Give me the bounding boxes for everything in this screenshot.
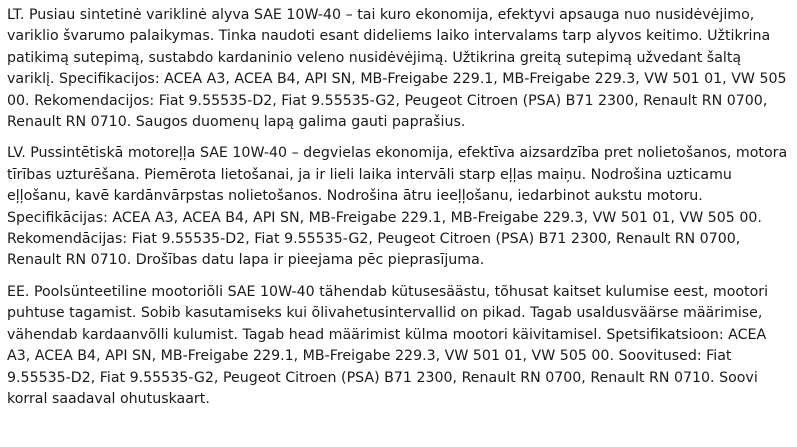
paragraph-lv: LV. Pussintētiskā motoreļļa SAE 10W-40 – degvielas ekonomija, efektīva aizsardzība pret nolietošanos, motora tīrības uzturēšana. Piemērota lietošanai, ja ir lieli laika intervāli starp eļļas maiņu. Nodrošina uzticamu eļļošanu, kavē kardānvārpstas nolietošanos. Nodrošina ātru ieeļļošanu, iedarbinot aukstu motoru. Specifikācijas: ACEA A3, ACEA B4, API SN, MB-Freigabe 229.1, MB-Freigabe 229.3, VW 501 01, VW 505 00. Rekomendācijas: Fiat 9.55535-D2, Fiat 9.55535-G2, Peugeot Citroen (PSA) B71 2300, Renault RN 0700, Renault RN 0710. Drošības datu lapa ir pieejama pēc pieprasījuma. — [7, 145, 788, 269]
paragraph-ee: EE. Poolsünteetiline mootoriõli SAE 10W-40 tähendab kütusesäästu, tõhusat kaitset kulumise eest, mootori puhtuse tagamist. Sobib kasutamiseks kui õlivahetusintervallid on pikad. Tagab usaldusväärse määrimise, vähendab kardaanvõlli kulumist. Tagab head määrimist külma mootori käivitamisel. Spetsifikatsioon: ACEA A3, ACEA B4, API SN, MB-Freigabe 229.1, MB-Freigabe 229.3, VW 501 01, VW 505 00. Soovitused: Fiat 9.55535-D2, Fiat 9.55535-G2, Peugeot Citroen (PSA) B71 2300, Renault RN 0700, Renault RN 0710. Soovi korral saadaval ohutuskaart. — [7, 283, 769, 407]
paragraph-lt: LT. Pusiau sintetinė variklinė alyva SAE 10W-40 – tai kuro ekonomija, efektyvi apsauga nuo nusidėvėjimo, variklio švarumo palaikymas. Tinka naudoti esant dideliems laiko intervalams tarp alyvos keitimo. Užtikrina patikimą sutepimą, sustabdo kardaninio veleno nusidėvėjimą. Užtikrina greitą sutepimą užvedant šaltą variklį. Specifikacijos: ACEA A3, ACEA B4, API SN, MB-Freigabe 229.1, MB-Freigabe 229.3, VW 501 01, VW 505 00. Rekomendacijos: Fiat 9.55535-D2, Fiat 9.55535-G2, Peugeot Citroen (PSA) B71 2300, Renault RN 0700, Renault RN 0710. Saugos duomenų lapą galima gauti paprašius. — [7, 7, 787, 131]
